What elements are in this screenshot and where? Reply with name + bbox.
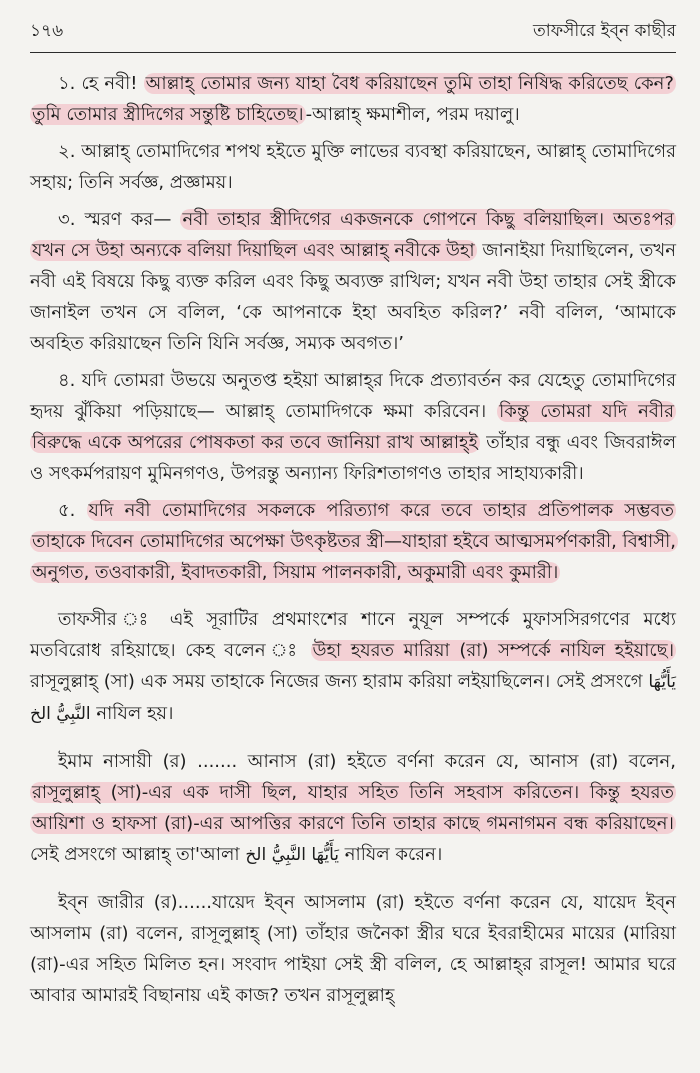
highlighted-text: যদি নবী তোমাদিগের সকলকে পরিত্যাগ করে তবে তাহার প্রতিপালক সম্ভবত তাহাকে দিবেন তোমাদিগের অপেক্ষা উৎকৃষ্টতর স্ত্রী—যাহারা হইবে আত্মসমর্পণকারী, বিশ্বাসী, অনুগত, তওবাকারী, ইবাদতকারী, সিয়াম পালনকারী, অকুমারী এবং কুমারী। [32,500,676,583]
arabic-quote: يَأَيُّهَا النَّبِيُّ الخ [30,672,676,724]
verse-text: স্মরণ কর— [75,209,181,230]
highlighted-text: রাসূলুল্লাহ্‌ (সা)-এর এক দাসী ছিল, যাহার সহিত তিনি সহবাস করিতেন। কিন্তু হযরত আয়িশা ও হাফসা (রা)-এর আপত্তির কারণে তিনি তাহার কাছে গমনাগমন বন্ধ করিয়াছেন। [32,782,674,834]
tafsir-text: নাযিল হয়। [90,703,174,724]
verse-number: ২. [58,141,76,162]
tafsir-text: ঃ এই সূরাটির প্রথমাংশের শানে নুযূল সম্পর্কে মুফাসসিরগণের মধ্যে মতবিরোধ রহিয়াছে। কেহ বলেন ঃ [30,609,676,661]
tafsir-text: ইমাম নাসায়ী (র) ....... আনাস (রা) হইতে বর্ণনা করেন যে, আনাস (রা) বলেন, [58,751,676,772]
tafsir-text: নাযিল করেন। [339,844,443,865]
verse-text: আল্লাহ্‌ তোমাদিগের শপথ হইতে মুক্তি লাভের ব্যবস্থা করিয়াছেন, আল্লাহ্‌ তোমাদিগের সহায়; তিনি সর্বজ্ঞ, প্রজ্ঞাময়। [30,141,676,193]
verse-number: ১. [58,73,76,94]
verse-3 [30,204,676,359]
verse-text: যদি তোমরা উভয়ে অনুতপ্ত হইয়া আল্লাহ্‌র দিকে প্রত্যাবর্তন কর যেহেতু তোমাদিগের হৃদয় ঝুঁকিয়া পড়িয়াছে— আল্লাহ্‌ তোমাদিগকে ক্ষমা করিবেন। [30,370,676,422]
tafsir-label: তাফসীর [58,609,117,630]
verse-number: ৫. [58,500,76,521]
arabic-quote: يَأَيُّهَا النَّبِيُّ الخ [245,845,340,865]
tafsir-paragraph-2 [30,746,676,871]
page-number: ১৭৬ [30,21,64,41]
header-rule [30,52,676,53]
verse-text [75,500,86,521]
tafsir-text: ইব্‌ন জারীর (র)......যায়েদ ইব্‌ন আসলাম (রা) হইতে বর্ণনা করেন যে, যায়েদ ইব্‌ন আসলাম (রা) বলেন, রাসূলুল্লাহ্‌ (সা) তাঁহার জনৈকা স্ত্রীর ঘরে ইবরাহীমের মায়ের (মারিয়া (রা)-এর সহিত মিলিত হন। সংবাদ পাইয়া সেই স্ত্রী বলিল, হে আল্লাহ্‌র রাসূল! আমার ঘরে আবার আমারই বিছানায় এই কাজ? তখন রাসূলুল্লাহ্‌ [30,892,676,1006]
verse-1 [30,68,676,130]
verse-2 [30,136,676,198]
running-title: তাফসীরে ইব্‌ন কাছীর [533,21,676,41]
highlighted-text: কিন্তু তোমরা যদি নবীর বিরুদ্ধে একে অপরের পোষকতা কর তবে জানিয়া রাখ আল্লাহ্‌ই [32,401,674,453]
tafsir-paragraph-3 [30,887,676,1011]
page-header [30,22,676,46]
highlighted-text: নবী তাহার স্ত্রীদিগের একজনকে গোপনে কিছু বলিয়াছিল। অতঃপর যখন সে উহা অন্যকে বলিয়া দিয়াছিল এবং আল্লাহ্‌ নবীকে উহা [32,209,674,261]
tafsir-text: সেই প্রসংগে আল্লাহ্‌ তা'আলা [30,844,246,865]
highlighted-text: আল্লাহ্‌ তোমার জন্য যাহা বৈধ করিয়াছেন তুমি তাহা নিষিদ্ধ করিতেছ কেন? তুমি তোমার স্ত্রীদিগের সন্তুষ্টি চাহিতেছ। [32,73,674,125]
verse-text: -আল্লাহ্‌ ক্ষমাশীল, পরম দয়ালু। [305,104,520,125]
verse-number: ৪. [58,370,76,391]
highlighted-text: উহা হযরত মারিয়া (রা) সম্পর্কে নাযিল হইয়াছে। [312,640,674,661]
verse-text: হে নবী! [75,73,144,94]
tafsir-text: রাসূলুল্লাহ্‌ (সা) এক সময় তাহাকে নিজের জন্য হারাম করিয়া লইয়াছিলেন। সেই প্রসংগে [30,671,649,692]
verse-5 [30,495,676,588]
verse-text: তাঁহার বন্ধু এবং জিবরাঈল ও সৎকর্মপরায়ণ মুমিনগণও, উপরন্তু অন্যান্য ফিরিশতাগণও তাহার সাহায্যকারী। [30,432,676,484]
tafsir-paragraph-1 [30,604,676,730]
verse-number: ৩. [58,209,76,230]
verse-4 [30,365,676,489]
verse-text: জানাইয়া দিয়াছিলেন, তখন নবী এই বিষয়ে কিছু ব্যক্ত করিল এবং কিছু অব্যক্ত রাখিল; যখন নবী উহা তাহার সেই স্ত্রীকে জানাইল তখন সে বলিল, ‘কে আপনাকে ইহা অবহিত করিল?’ নবী বলিল, ‘আমাকে অবহিত করিয়াছেন তিনি যিনি সর্বজ্ঞ, সম্যক অবগত।’ [30,240,676,354]
